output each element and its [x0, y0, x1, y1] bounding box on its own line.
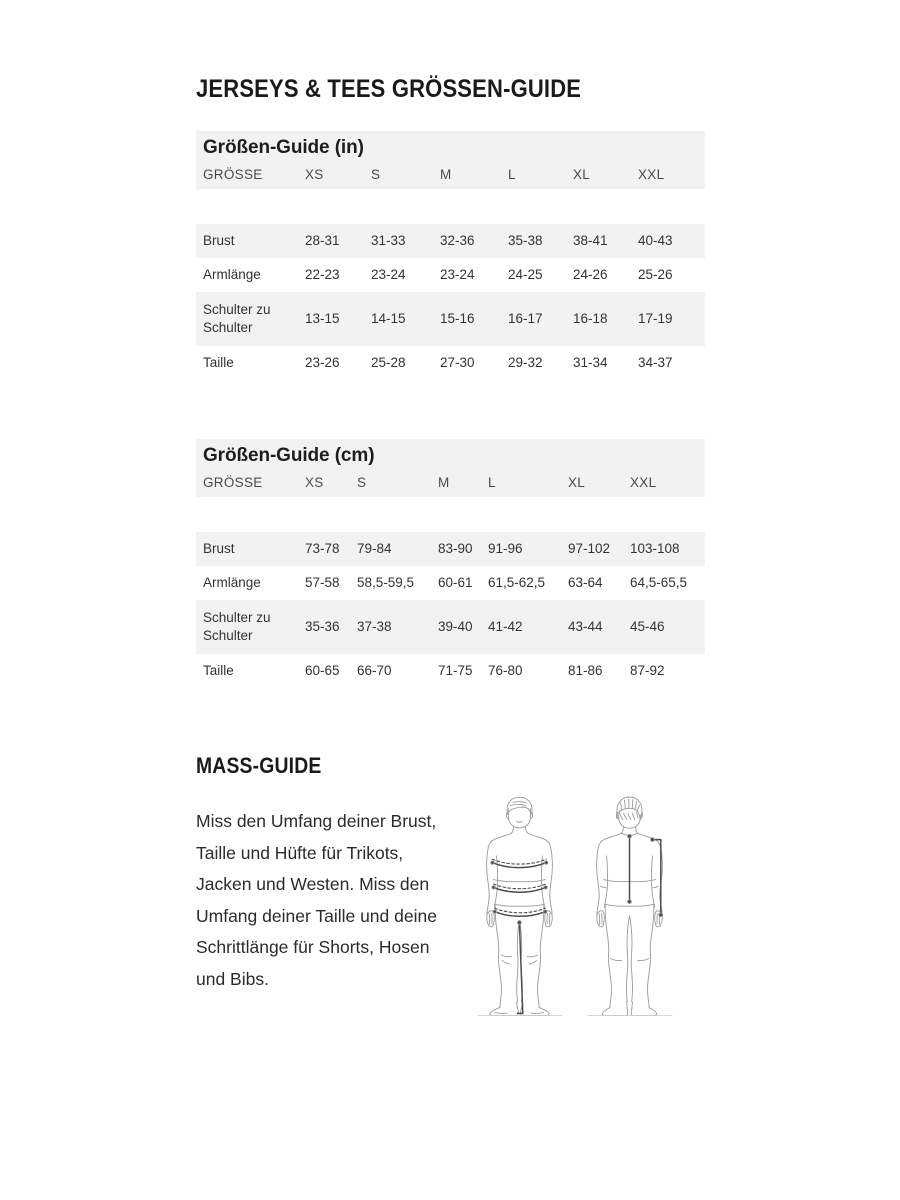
cell-m: 32-36 — [440, 233, 475, 248]
back-length-endpoint-top — [628, 834, 632, 838]
cell-xs: 23-26 — [305, 355, 340, 370]
hip-endpoint-left — [493, 910, 496, 913]
cell-s: 31-33 — [371, 233, 406, 248]
cell-xl: 31-34 — [573, 355, 608, 370]
row-values — [196, 600, 705, 654]
cell-s: 25-28 — [371, 355, 406, 370]
chest-endpoint-left — [491, 861, 494, 864]
arm-length-endpoint-wrist — [659, 913, 663, 917]
male-body-front-outline — [487, 797, 553, 1015]
cell-m: 23-24 — [440, 267, 475, 282]
table-row — [196, 224, 705, 258]
row-label: Armlänge — [203, 267, 261, 282]
table-spacer — [196, 189, 705, 224]
table-row — [196, 292, 705, 346]
cell-l: 16-17 — [508, 311, 543, 326]
table-caption: Größen-Guide (cm) — [203, 445, 375, 466]
table-row — [196, 566, 705, 600]
cell-xl: 16-18 — [573, 311, 608, 326]
table-caption: Größen-Guide (in) — [203, 137, 364, 158]
cell-m: 15-16 — [440, 311, 475, 326]
column-header-m: M — [440, 167, 452, 182]
row-label: Taille — [203, 663, 234, 678]
column-header-xxl: XXL — [638, 167, 665, 182]
cell-xs: 35-36 — [305, 619, 340, 634]
cell-xl: 81-86 — [568, 663, 603, 678]
cell-s: 66-70 — [357, 663, 392, 678]
cell-l: 61,5-62,5 — [488, 575, 546, 590]
size-table-inches — [196, 131, 705, 380]
waist-circumference-line — [494, 887, 546, 892]
table-column-headers — [196, 473, 705, 495]
cell-s: 37-38 — [357, 619, 392, 634]
table-header-block — [196, 131, 705, 189]
column-header-s: S — [357, 475, 367, 490]
cell-xs: 22-23 — [305, 267, 340, 282]
column-header-xl: XL — [573, 167, 591, 182]
column-header-size: GRÖSSE — [203, 475, 263, 490]
column-header-xxl: XXL — [630, 475, 657, 490]
waist-circumference-dashed — [494, 884, 546, 889]
cell-xs: 60-65 — [305, 663, 340, 678]
cell-l: 35-38 — [508, 233, 543, 248]
hip-endpoint-right — [544, 910, 547, 913]
size-table-centimetres — [196, 439, 705, 688]
cell-m: 39-40 — [438, 619, 473, 634]
waist-endpoint-right — [544, 886, 547, 889]
cell-l: 29-32 — [508, 355, 543, 370]
male-body-back-outline — [597, 797, 663, 1016]
hip-circumference-dashed — [495, 908, 545, 913]
cell-l: 91-96 — [488, 541, 523, 556]
mass-guide-heading: MASS-GUIDE — [196, 753, 322, 778]
column-header-s: S — [371, 167, 381, 182]
cell-l: 76-80 — [488, 663, 523, 678]
row-values — [196, 566, 705, 600]
cell-m: 60-61 — [438, 575, 473, 590]
column-header-xs: XS — [305, 475, 324, 490]
row-label: Schulter zu Schulter — [203, 610, 271, 643]
cell-l: 41-42 — [488, 619, 523, 634]
column-header-m: M — [438, 475, 450, 490]
table-column-headers — [196, 165, 705, 187]
back-length-endpoint-bottom — [628, 900, 632, 904]
cell-l: 24-25 — [508, 267, 543, 282]
row-values — [196, 224, 705, 258]
table-header-block — [196, 439, 705, 497]
cell-xl: 43-44 — [568, 619, 603, 634]
cell-xxl: 87-92 — [630, 663, 665, 678]
waist-endpoint-left — [492, 886, 495, 889]
mass-guide-body-text: Miss den Umfang deiner Brust, Taille und Hüfte für Trikots, Jacken und Westen. Miss den Umfang deiner Taille und deine Schrittlänge für Shorts, Hosen und Bibs. — [196, 811, 437, 989]
cell-xl: 63-64 — [568, 575, 603, 590]
table-row — [196, 258, 705, 292]
cell-xs: 57-58 — [305, 575, 340, 590]
row-label: Brust — [203, 541, 235, 556]
row-label: Taille — [203, 355, 234, 370]
body-measurement-illustration — [466, 792, 716, 1142]
column-header-xl: XL — [568, 475, 586, 490]
cell-xl: 97-102 — [568, 541, 611, 556]
cell-s: 58,5-59,5 — [357, 575, 415, 590]
cell-xxl: 34-37 — [638, 355, 673, 370]
column-header-size: GRÖSSE — [203, 167, 263, 182]
row-label: Brust — [203, 233, 235, 248]
cell-xl: 24-26 — [573, 267, 608, 282]
cell-s: 14-15 — [371, 311, 406, 326]
cell-xxl: 103-108 — [630, 541, 680, 556]
cell-xxl: 17-19 — [638, 311, 673, 326]
cell-s: 23-24 — [371, 267, 406, 282]
table-row — [196, 346, 705, 380]
cell-m: 83-90 — [438, 541, 473, 556]
chest-circumference-dashed — [492, 859, 546, 864]
cell-xs: 28-31 — [305, 233, 340, 248]
column-header-l: L — [508, 167, 516, 182]
page-title: JERSEYS & TEES GRÖSSEN-GUIDE — [196, 75, 582, 103]
chest-circumference-line — [492, 863, 546, 868]
cell-s: 79-84 — [357, 541, 392, 556]
cell-xl: 38-41 — [573, 233, 608, 248]
row-label: Armlänge — [203, 575, 261, 590]
column-header-xs: XS — [305, 167, 324, 182]
row-label: Schulter zu Schulter — [203, 302, 271, 335]
cell-xxl: 40-43 — [638, 233, 673, 248]
table-spacer — [196, 497, 705, 532]
row-values — [196, 292, 705, 346]
cell-xxl: 64,5-65,5 — [630, 575, 688, 590]
row-values — [196, 258, 705, 292]
cell-xxl: 25-26 — [638, 267, 673, 282]
inseam-endpoint-top — [518, 921, 522, 925]
table-row — [196, 600, 705, 654]
table-row — [196, 654, 705, 688]
column-header-l: L — [488, 475, 496, 490]
cell-m: 27-30 — [440, 355, 475, 370]
cell-m: 71-75 — [438, 663, 473, 678]
cell-xxl: 45-46 — [630, 619, 665, 634]
arm-length-endpoint-shoulder — [651, 838, 655, 842]
row-values — [196, 654, 705, 688]
row-values — [196, 532, 705, 566]
chest-endpoint-right — [545, 861, 548, 864]
row-values — [196, 346, 705, 380]
cell-xs: 73-78 — [305, 541, 340, 556]
table-row — [196, 532, 705, 566]
cell-xs: 13-15 — [305, 311, 340, 326]
